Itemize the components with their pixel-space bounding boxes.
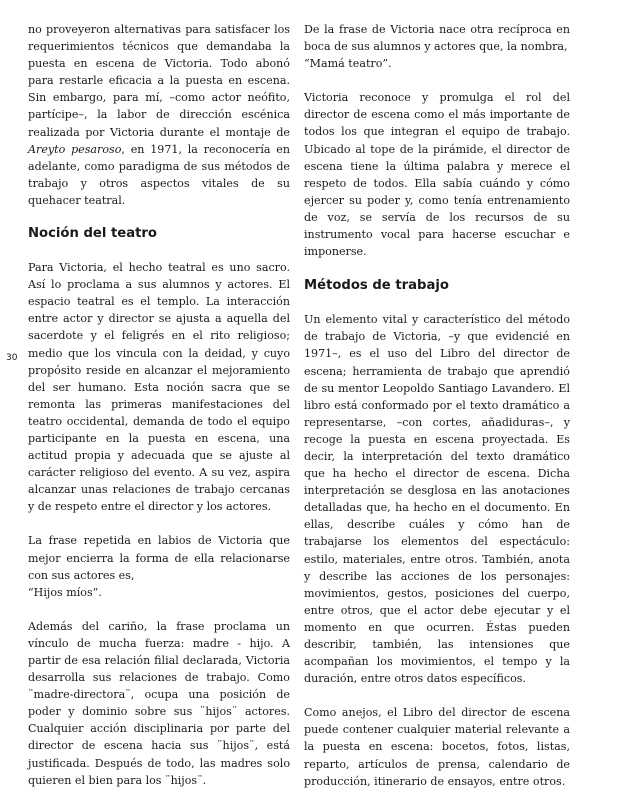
- paragraph-text: La frase repetida en labios de Victoria que mejor encierra la forma de ella relacionarse con sus actores es,: [28, 534, 290, 582]
- right-paragraph-3: Un elemento vital y característico del método de trabajo de Victoria, –y que evidencié en 1971–, es el uso del Libro del director de escena; herramienta de trabajo que aprendió de su mentor Leopoldo Santiago Lavandero. El libro está conformado por el texto dramático a representarse, –con cortes, añadiduras–, y recoge la puesta en escena proyectada. Es decir, la interpretación del texto dramático que ha hecho el director de escena. Dicha interpretación se desglosa en las anotaciones detalladas que, ha hecho en el documento. En ellas, describe cuáles y cómo han de trabajarse los elementos del espectáculo: estilo, materiales, entre otros. También, anota y describe las acciones de los personajes: movimientos, gestos, posiciones del cuerpo, entre otros, que el actor debe ejecutar y el momento en que ocurren. Éstas pueden describir, también, las intensiones que acompañan los movimientos, el tempo y la duración, entre otros datos específicos.: [304, 313, 570, 686]
- paragraph-text: De la frase de Victoria nace otra recíproca en boca de sus alumnos y actores que, la nombra,: [304, 23, 570, 54]
- paragraph-text-end: , en 1971, la reconocería en adelante, como paradigma de sus métodos de trabajo y otros aspectos vitales de su quehacer teatral.: [28, 142, 291, 207]
- right-paragraph-1: [304, 21, 570, 72]
- play-title: Areyto pesaroso: [28, 142, 122, 156]
- left-column: [28, 21, 290, 789]
- quote-mama: “Mamá teatro”.: [304, 57, 392, 71]
- right-column: [304, 21, 570, 790]
- left-paragraph-3: [28, 532, 290, 600]
- right-paragraph-2: Victoria reconoce y promulga el rol del director de escena como el más importante de todos los que integran el equipo de trabajo. Ubicado al tope de la pirámide, el director de escena tiene la última palabra y merece el respeto de todos. Ella sabía cuándo y cómo ejercer su poder y, como tenía entrenamiento de voz, se servía de los recursos de su instrumento vocal para hacerse escuchar e imponerse.: [304, 91, 570, 259]
- paragraph-text: no proveyeron alternativas para satisfacer los requerimientos técnicos que demandaba la puesta en escena de Victoria. Todo abonó para restarle eficacia a la puesta en escena. Sin embargo, para mí, –como actor neófito, partícipe–, la labor de dirección escénica realizada por Victoria durante el montaje de: [28, 23, 290, 139]
- page-number: 30: [6, 353, 18, 363]
- left-paragraph-4: Además del cariño, la frase proclama un vínculo de mucha fuerza: madre - hijo. A partir de esa relación filial declarada, Victoria desarrolla sus relaciones de trabajo. Como ¨madre-directora¨, ocupa una posición de poder y dominio sobre sus ¨hijos¨ actores. Cualquier acción disciplinaria por parte del director de escena hacia sus ¨hijos¨, está justificada. Después de todo, las madres solo quieren el bien para los ¨hijos¨.: [28, 619, 290, 787]
- section-heading-nocion: Noción del teatro: [28, 226, 157, 242]
- left-paragraph-1: [28, 21, 290, 209]
- left-paragraph-2: Para Victoria, el hecho teatral es uno sacro. Así lo proclama a sus alumnos y actores. El espacio teatral es el templo. La interacción entre actor y director se ajusta a aquella del sacerdote y el feligrés en el rito religioso; medio que los vincula con la deidad, y cuyo propósito reside en alcanzar el mejoramiento del ser humano. Esta noción sacra que se remonta las primeras manifestaciones del teatro occidental, demanda de todo el equipo participante en la puesta en escena, una actitud propia y adecuada que se ajuste al carácter religioso del evento. A su vez, aspira alcanzar unas relaciones de trabajo cercanas y de respeto entre el director y los actores.: [28, 261, 290, 514]
- section-heading-metodos: Métodos de trabajo: [304, 278, 449, 294]
- quote-hijos: “Hijos míos”.: [28, 585, 102, 599]
- right-paragraph-4: Como anejos, el Libro del director de escena puede contener cualquier material relevante a la puesta en escena: bocetos, fotos, listas, reparto, artículos de prensa, calendario de producción, itinerario de ensayos, entre otros.: [304, 706, 570, 788]
